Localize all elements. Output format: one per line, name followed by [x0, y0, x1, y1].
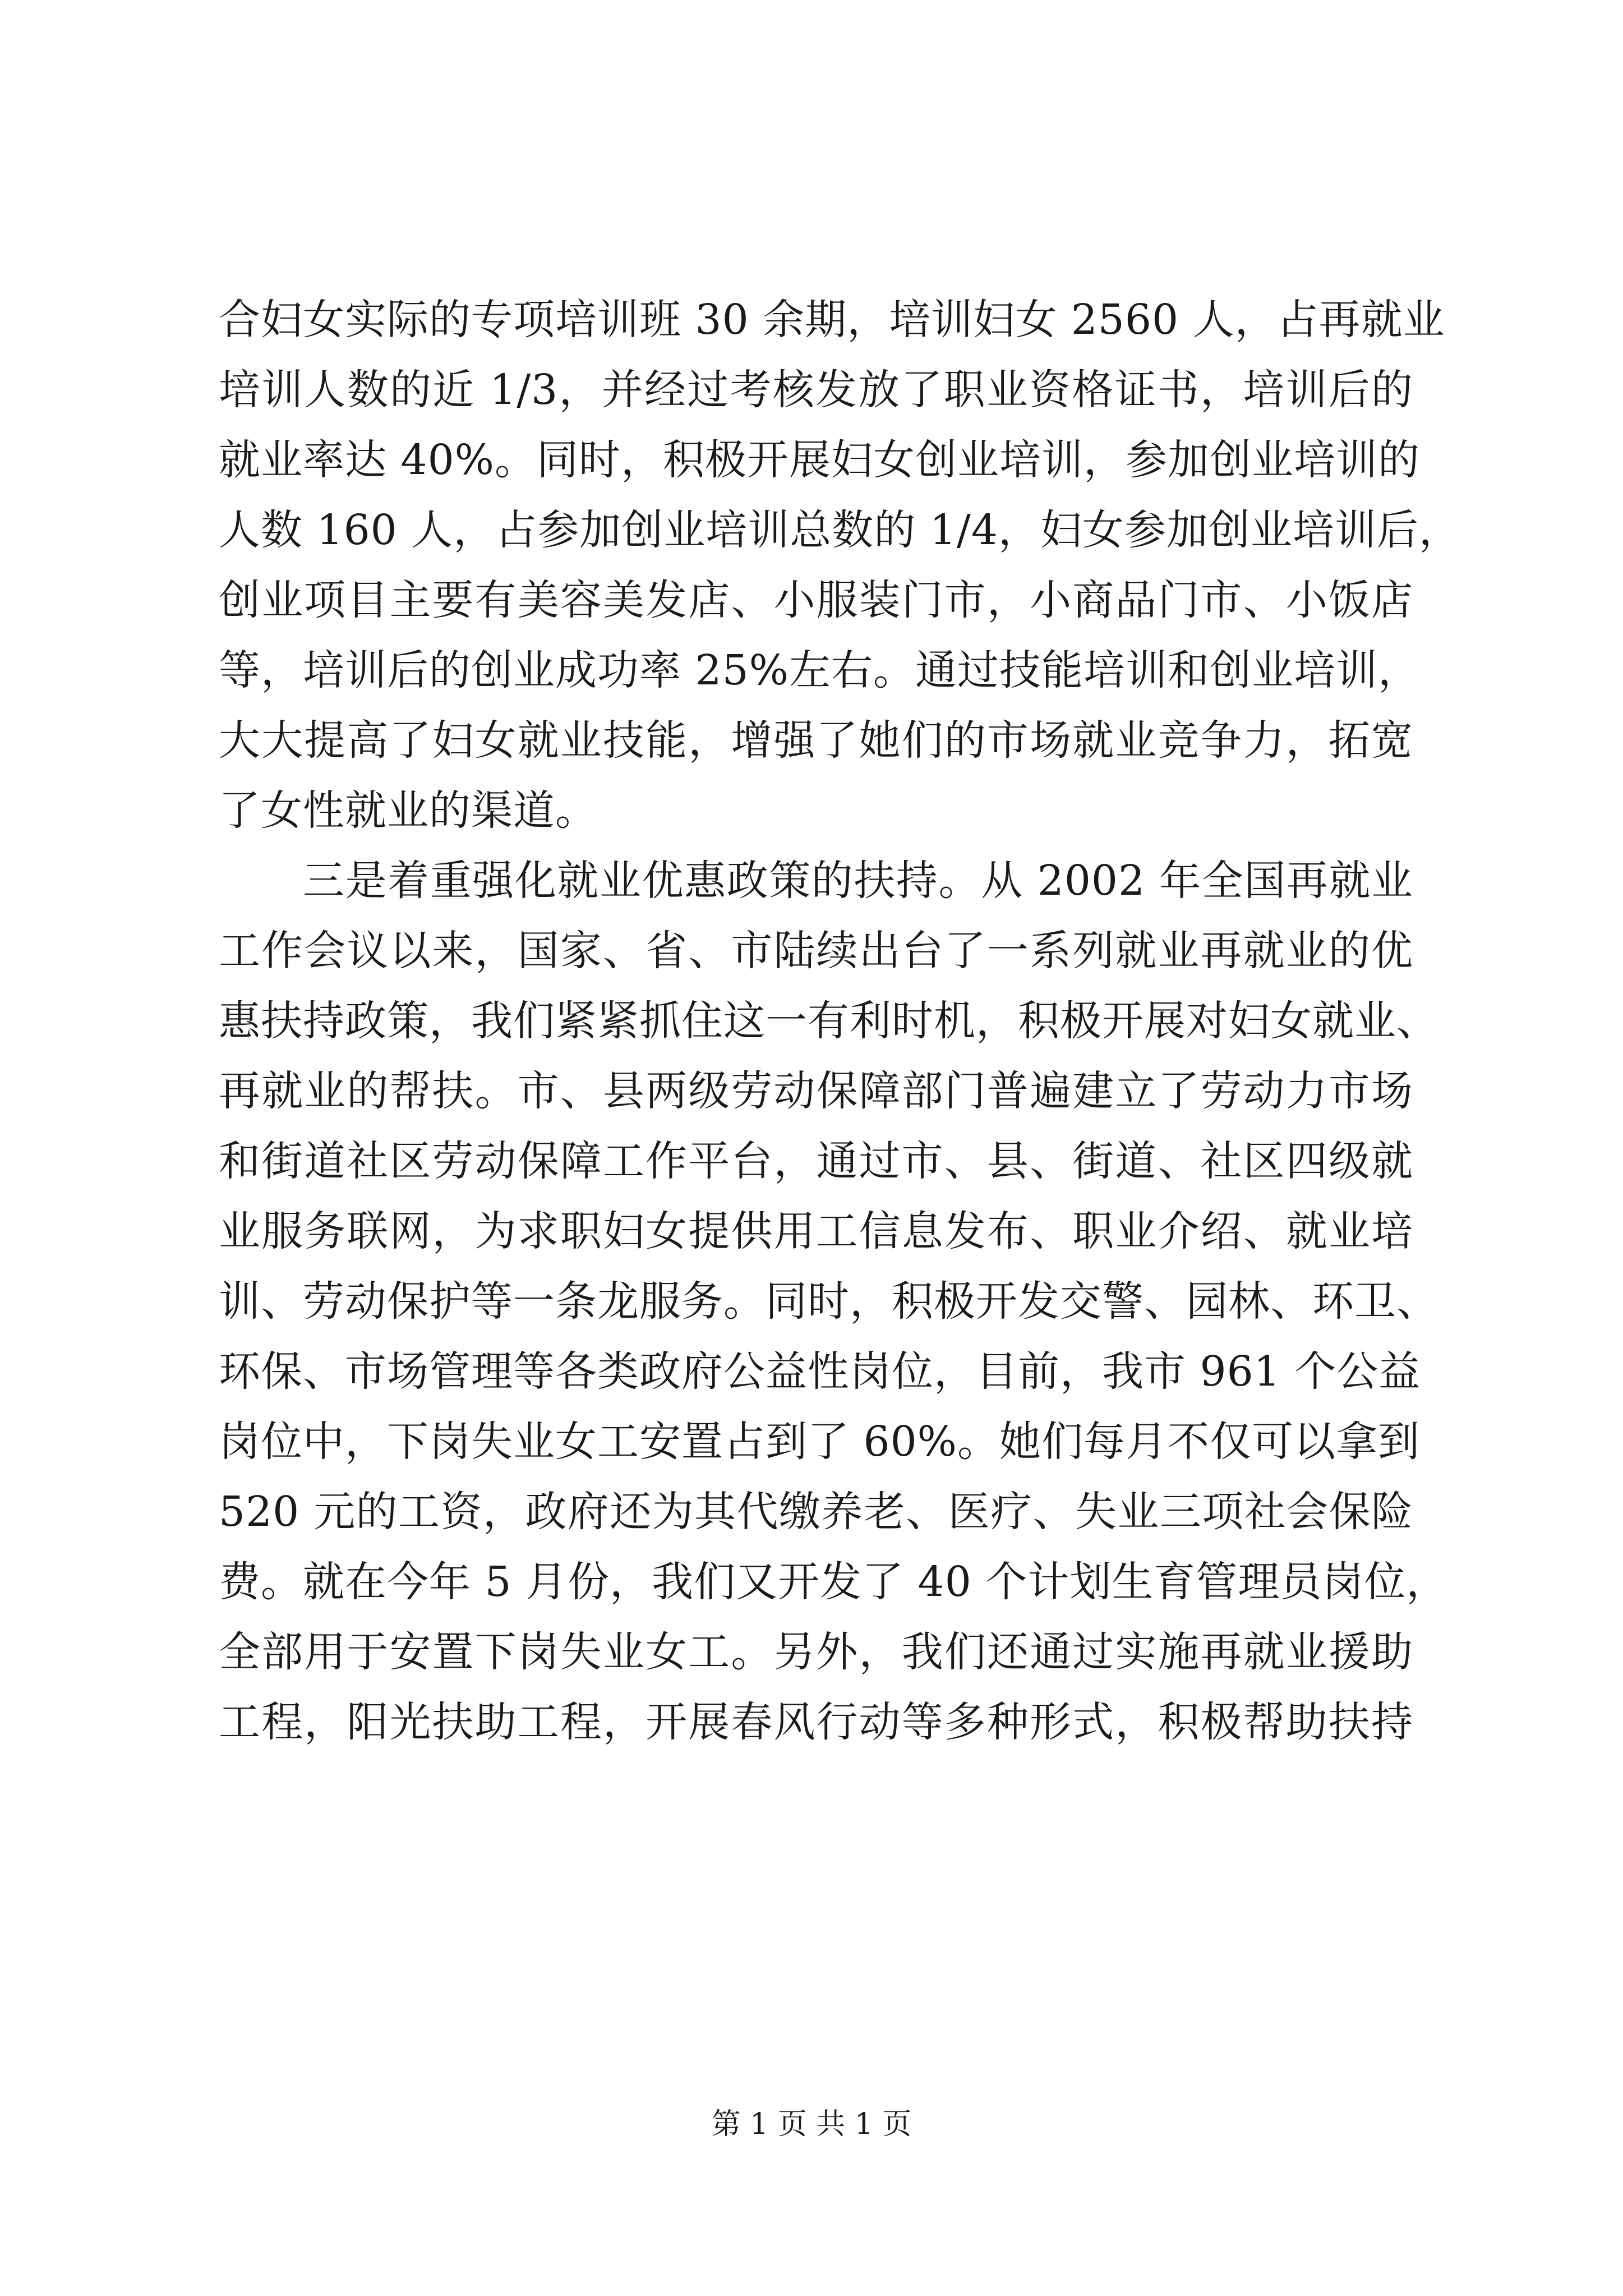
text-line: 全部用于安置下岗失业女工。另外，我们还通过实施再就业援助 — [219, 1628, 1413, 1676]
text-line: 业服务联网，为求职妇女提供用工信息发布、职业介绍、就业培 — [219, 1207, 1413, 1255]
text-line: 再就业的帮扶。市、县两级劳动保障部门普遍建立了劳动力市场 — [219, 1067, 1413, 1115]
text-line: 了女性就业的渠道。 — [219, 786, 597, 835]
text-line: 工程，阳光扶助工程，开展春风行动等多种形式，积极帮助扶持 — [219, 1698, 1413, 1746]
text-line: 合妇女实际的专项培训班 30 余期，培训妇女 2560 人，占再就业 — [219, 296, 1445, 344]
text-line: 训、劳动保护等一条龙服务。同时，积极开发交警、园林、环卫、 — [219, 1277, 1438, 1326]
body-text — [219, 285, 1461, 1757]
text-line: 创业项目主要有美容美发店、小服装门市，小商品门市、小饭店 — [219, 576, 1413, 624]
paragraph-first-line: 三是着重强化就业优惠政策的扶持。从 2002 年全国再就业 — [303, 857, 1413, 905]
text-line: 和街道社区劳动保障工作平台，通过市、县、街道、社区四级就 — [219, 1137, 1413, 1185]
text-line: 等，培训后的创业成功率 25%左右。通过技能培训和创业培训， — [219, 646, 1420, 694]
page-footer: 第 1 页 共 1 页 — [711, 2108, 912, 2141]
text-line: 520 元的工资，政府还为其代缴养老、医疗、失业三项社会保险 — [219, 1488, 1413, 1536]
text-line: 大大提高了妇女就业技能，增强了她们的市场就业竞争力，拓宽 — [219, 716, 1413, 765]
text-line: 环保、市场管理等各类政府公益性岗位，目前，我市 961 个公益 — [219, 1347, 1421, 1396]
text-line: 费。就在今年 5 月份，我们又开发了 40 个计划生育管理员岗位， — [219, 1558, 1449, 1606]
text-line: 培训人数的近 1/3，并经过考核发放了职业资格证书，培训后的 — [219, 366, 1413, 414]
text-line: 惠扶持政策，我们紧紧抓住这一有利时机，积极开展对妇女就业、 — [219, 997, 1438, 1045]
text-line: 人数 160 人，占参加创业培训总数的 1/4，妇女参加创业培训后， — [219, 506, 1461, 554]
text-line: 岗位中，下岗失业女工安置占到了 60%。她们每月不仅可以拿到 — [219, 1418, 1420, 1466]
text-line: 就业率达 40%。同时，积极开展妇女创业培训，参加创业培训的 — [219, 436, 1420, 484]
text-line: 工作会议以来，国家、省、市陆续出台了一系列就业再就业的优 — [219, 927, 1413, 975]
